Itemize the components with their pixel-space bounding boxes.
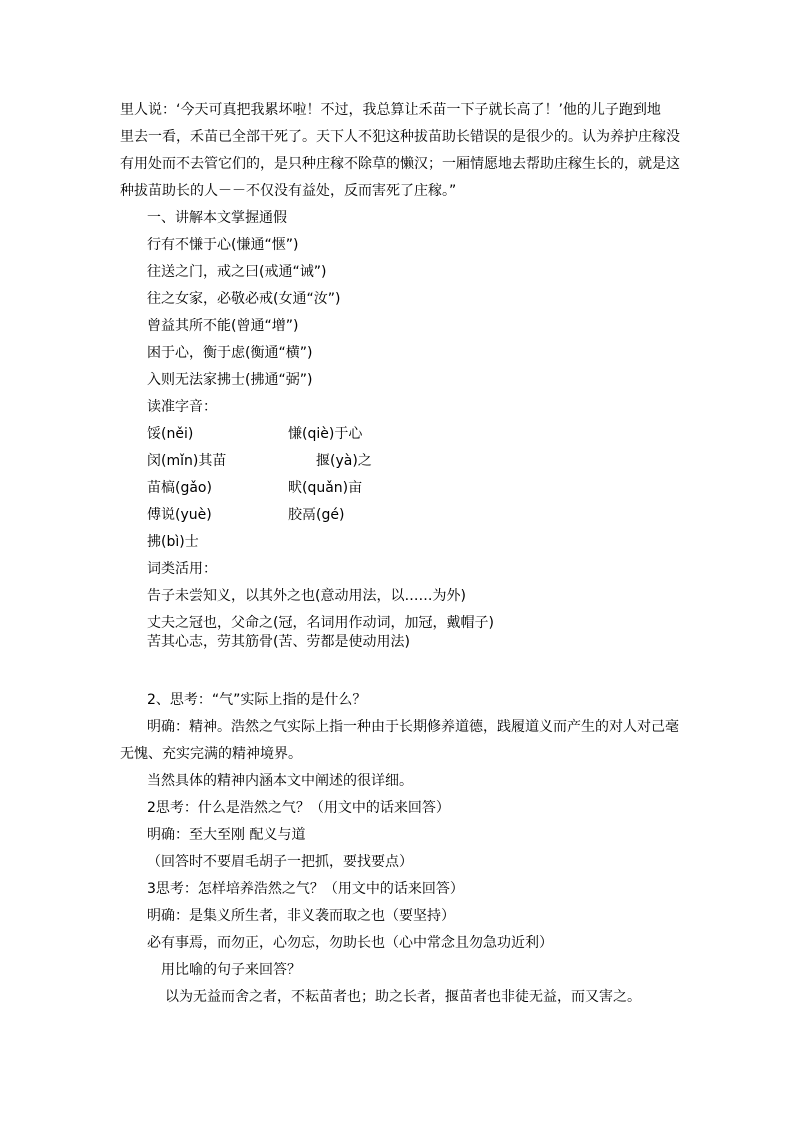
question-2: 2、思考：“气”实际上指的是什么？ (147, 692, 367, 708)
pronunciation-left: 傅说(yuè) (147, 507, 212, 523)
pronunciation-heading: 读准字音： (147, 399, 217, 415)
answer-3b: 必有事焉，而勿正，心勿忘，勿助长也（心中常念且勿急功近利） (147, 935, 553, 951)
pronunciation-right: 揠(yà)之 (316, 453, 372, 469)
answer-2b: 明确：至大至刚 配义与道 (147, 827, 306, 843)
answer-4: 以为无益而舍之者，不耘苗者也；助之长者，揠苗者也非徒无益，而又害之。 (165, 989, 641, 1005)
section-heading: 一、讲解本文掌握通假 (147, 210, 287, 226)
pronunciation-left: 闵(mǐn)其苗 (147, 453, 227, 469)
answer-3: 明确：是集义所生者，非义袭而取之也（要坚持） (147, 908, 455, 924)
question-2b: 2思考：什么是浩然之气？（用文中的话来回答） (147, 800, 450, 816)
word-class-item: 丈夫之冠也，父命之(冠，名词用作动词，加冠，戴帽子) (147, 615, 494, 631)
pronunciation-right: 胶鬲(gé) (288, 507, 345, 523)
pronunciation-left: 馁(něi) (147, 426, 194, 442)
intro-line-4: 种拔苗助长的人－－不仅没有益处，反而害死了庄稼。” (120, 183, 457, 199)
answer-2b-note: （回答时不要眉毛胡子一把抓，要找要点） (147, 854, 413, 870)
tongjia-item: 行有不慊于心(慊通“惬”) (147, 237, 299, 253)
tongjia-item: 入则无法家拂士(拂通“弼”) (147, 372, 313, 388)
pronunciation-left: 苗槁(gǎo) (147, 480, 212, 496)
tongjia-item: 往之女家，必敬必戒(女通“汝”) (147, 291, 341, 307)
intro-line-2: 里去一看，禾苗已全部干死了。天下人不犯这种拔苗助长错误的是很少的。认为养护庄稼没 (120, 129, 680, 145)
pronunciation-left: 拂(bì)士 (147, 534, 199, 550)
answer-2-line-2: 无愧、充实完满的精神境界。 (120, 746, 302, 762)
tongjia-item: 往送之门，戒之曰(戒通“诫”) (147, 264, 327, 280)
answer-2-line-1: 明确：精神。浩然之气实际上指一种由于长期修养道德，践履道义而产生的对人对己毫 (147, 719, 679, 735)
answer-2-note: 当然具体的精神内涵本文中阐述的很详细。 (147, 773, 413, 789)
word-class-item: 告子未尝知义，以其外之也(意动用法，以……为外) (147, 588, 466, 604)
pronunciation-right: 慊(qiè)于心 (288, 426, 363, 442)
intro-line-3: 有用处而不去管它们的，是只种庄稼不除草的懒汉；一厢情愿地去帮助庄稼生长的，就是这 (120, 156, 680, 172)
pronunciation-right: 畎(quǎn)亩 (288, 480, 363, 496)
word-class-item: 苦其心志，劳其筋骨(苦、劳都是使动用法) (147, 634, 410, 650)
intro-line-1: 里人说：‘今天可真把我累坏啦！不过，我总算让禾苗一下子就长高了！’他的儿子跑到地 (120, 102, 661, 118)
question-3: 3思考：怎样培养浩然之气？（用文中的话来回答） (147, 881, 464, 897)
word-class-heading: 词类活用： (147, 561, 217, 577)
question-4: 用比喻的句子来回答？ (161, 962, 301, 978)
tongjia-item: 曾益其所不能(曾通“增”) (147, 318, 299, 334)
tongjia-item: 困于心，衡于虑(衡通“横”) (147, 345, 313, 361)
